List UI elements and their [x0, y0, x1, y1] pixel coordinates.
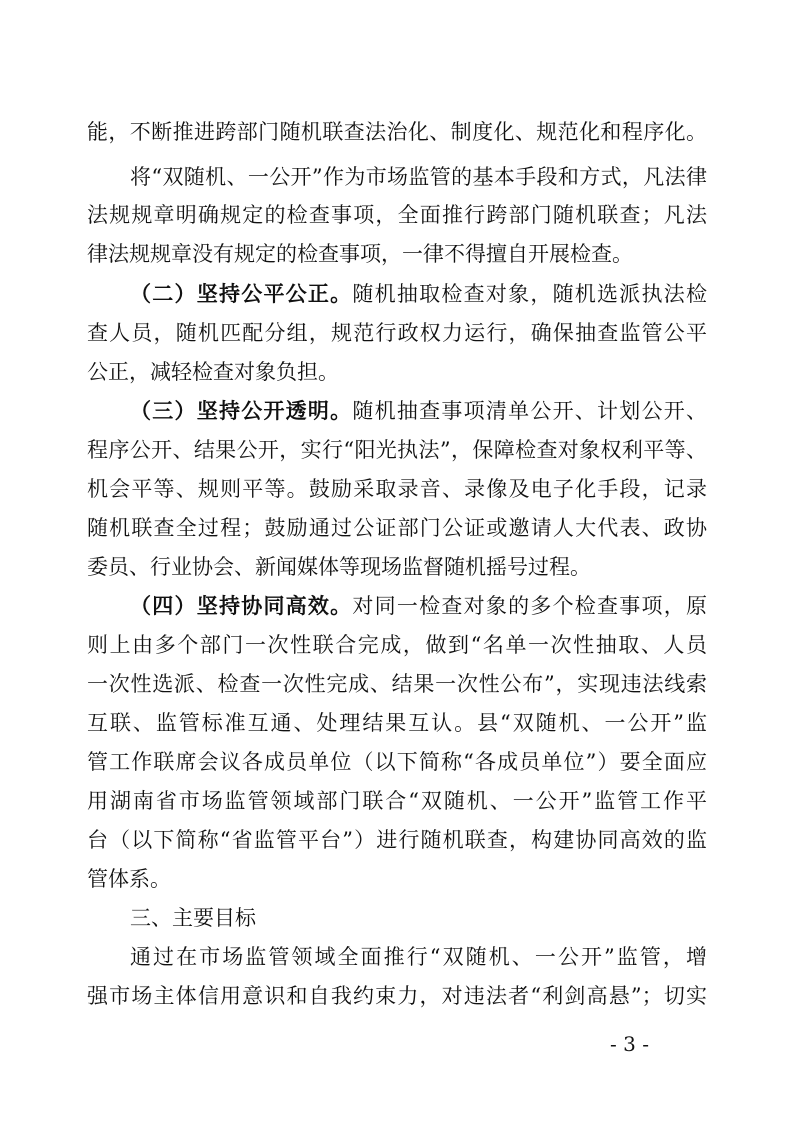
paragraph-line: 强市场主体信用意识和自我约束力，对违法者“利剑高悬”；切实 — [87, 984, 707, 1008]
paragraph-text: 对同一检查对象的多个检查事项，原 — [352, 594, 707, 618]
paragraph-line: 通过在市场监管领域全面推行“双随机、一公开”监管，增 — [130, 945, 707, 969]
paragraph-line: 则上由多个部门一次性联合完成，做到“名单一次性抽取、人员 — [87, 633, 707, 657]
paragraph-line — [130, 280, 707, 308]
paragraph-line: 台（以下简称“省监管平台”）进行随机联查，构建协同高效的监 — [87, 828, 707, 852]
paragraph-line: 互联、监管标准互通、处理结果互认。县“双随机、一公开”监 — [87, 711, 707, 735]
paragraph-line: 将“双随机、一公开”作为市场监管的基本手段和方式，凡法律 — [130, 165, 707, 189]
page-number: - 3 - — [610, 1032, 649, 1056]
paragraph-line: 法规规章明确规定的检查事项，全面推行跨部门随机联查；凡法 — [87, 203, 707, 227]
paragraph-line: 管体系。 — [87, 867, 171, 891]
paragraph-line: 律法规规章没有规定的检查事项，一律不得擅自开展检查。 — [87, 242, 633, 266]
paragraph-line — [130, 592, 707, 620]
paragraph-line: 委员、行业协会、新闻媒体等现场监督随机摇号过程。 — [87, 555, 591, 579]
paragraph-line: 机会平等、规则平等。鼓励采取录音、录像及电子化手段，记录 — [87, 477, 707, 501]
paragraph-line: 查人员，随机匹配分组，规范行政权力运行，确保抽查监管公平 — [87, 321, 707, 345]
paragraph-line: 程序公开、结果公开，实行“阳光执法”，保障检查对象权利平等、 — [87, 438, 707, 462]
paragraph-line: 用湖南省市场监管领域部门联合“双随机、一公开”监管工作平 — [87, 789, 707, 813]
section-heading: 三、主要目标 — [130, 906, 256, 930]
subheading-fairness: （二）坚持公平公正。 — [130, 282, 353, 306]
paragraph-line: 一次性选派、检查一次性完成、结果一次性公布”，实现违法线索 — [87, 672, 707, 696]
paragraph-text: 随机抽取检查对象，随机选派执法检 — [352, 282, 707, 306]
paragraph-line: 能，不断推进跨部门随机联查法治化、制度化、规范化和程序化。 — [87, 120, 707, 144]
paragraph-line: 随机联查全过程；鼓励通过公证部门公证或邀请人大代表、政协 — [87, 516, 707, 540]
paragraph-line: 管工作联席会议各成员单位（以下简称“各成员单位”）要全面应 — [87, 750, 707, 774]
paragraph-text: 随机抽查事项清单公开、计划公开、 — [352, 399, 707, 423]
subheading-efficiency: （四）坚持协同高效。 — [130, 594, 353, 618]
subheading-transparency: （三）坚持公开透明。 — [130, 399, 353, 423]
paragraph-line — [130, 397, 707, 425]
paragraph-line: 公正，减轻检查对象负担。 — [87, 360, 339, 384]
